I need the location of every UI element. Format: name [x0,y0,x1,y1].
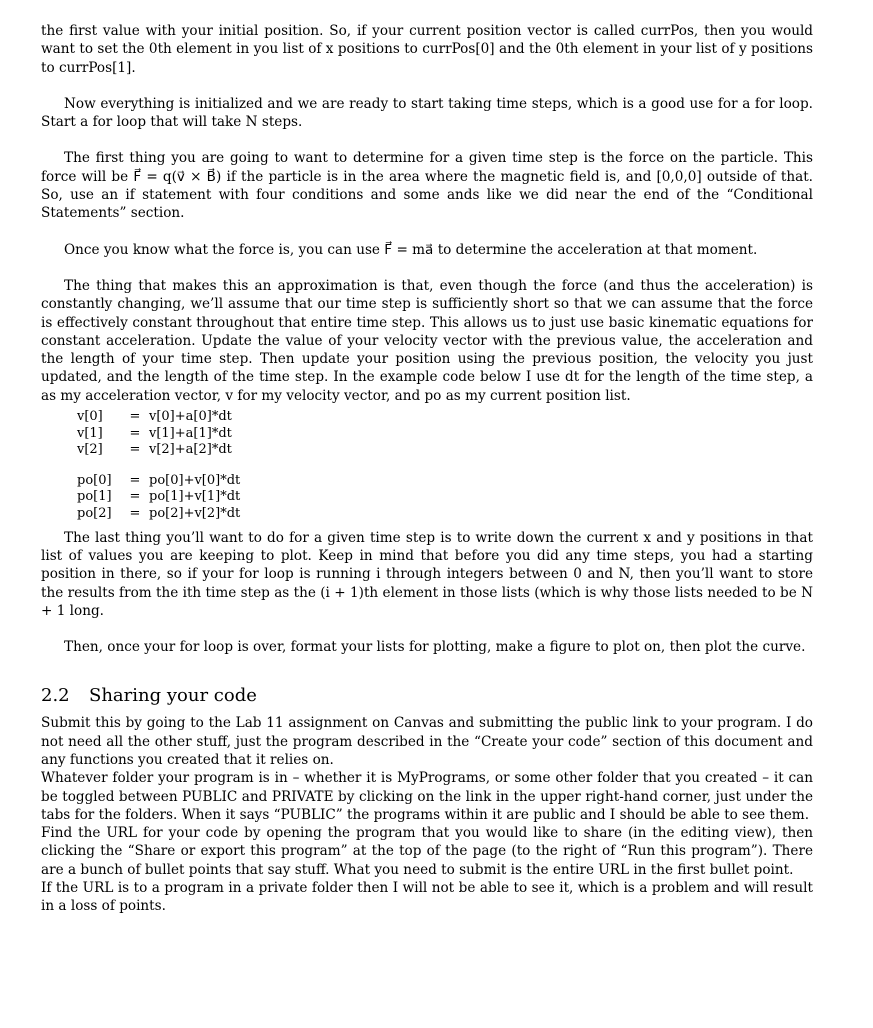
code-line [77,409,813,426]
paragraph-plot: Then, once your for loop is over, format your lists for plotting, make a figure to plot on, then plot the curve. [64,639,806,656]
code-velocity-update [77,409,813,459]
code-equals: = [129,506,141,522]
code-equals: = [129,489,141,505]
section-number: 2.2 [41,685,70,707]
paragraph-initial-position: the first value with your initial position. So, if your current position vector is called currPos, then you would want to set the 0th element in you list of x positions to currPos[0] and the 0th element in your list of y positions to currPos[1]. [41,23,813,76]
code-lhs: po[2] [77,506,112,522]
code-equals: = [129,442,141,458]
code-lhs: po[1] [77,489,112,505]
code-line [77,442,813,459]
code-lhs: v[1] [77,425,103,441]
section-title: Sharing your code [89,685,257,707]
code-rhs: v[1]+a[1]*dt [149,425,232,441]
code-lhs: v[2] [77,442,103,458]
section-heading [41,684,813,708]
paragraph-for-loop: Now everything is initialized and we are ready to start taking time steps, which is a good use for a for loop. Start a for loop that will take N steps. [41,95,813,131]
paragraph-acceleration: Once you know what the force is, you can use F⃗ = ma⃗ to determine the acceleration at that moment. [64,241,758,258]
code-rhs: po[0]+v[0]*dt [149,472,241,488]
code-line [77,489,813,506]
paragraph-submit: Submit this by going to the Lab 11 assignment on Canvas and submitting the public link to your program. I do not need all the other stuff, just the program described in the “Create your code” section of this document and any functions you created that it relies on. [41,715,813,768]
paragraph-find-url: Find the URL for your code by opening the program that you would like to share (in the editing view), then clicking the “Share or export this program” at the top of the page (to the right of “Run this program”). There are a bunch of bullet points that say stuff. What you need to submit is the entire URL in the first bullet point. [41,825,813,878]
paragraph-private-warning: If the URL is to a program in a private folder then I will not be able to see it, which is a problem and will result in a loss of points. [41,880,813,915]
code-rhs: po[2]+v[2]*dt [149,506,241,522]
code-lhs: po[0] [77,472,112,488]
code-rhs: po[1]+v[1]*dt [149,489,241,505]
code-equals: = [129,409,141,425]
code-equals: = [129,472,141,488]
code-position-update [77,473,813,523]
code-line [77,506,813,523]
code-rhs: v[0]+a[0]*dt [149,409,232,425]
code-rhs: v[2]+a[2]*dt [149,442,232,458]
document-page [41,22,813,916]
paragraph-approximation: The thing that makes this an approximation is that, even though the force (and thus the acceleration) is constantly changing, we’ll assume that our time step is sufficiently short so that we can assume that the force is effectively constant throughout that entire time step. This allows us to just use basic kinematic equations for constant acceleration. Update the value of your velocity vector with the previous value, the acceleration and the length of your time step. Then update your position using the previous position, the velocity you just updated, and the length of the time step. In the example code below I use dt for the length of the time step, a as my acceleration vector, v for my velocity vector, and po as my current position list. [41,277,813,404]
code-line [77,473,813,490]
code-lhs: v[0] [77,409,103,425]
paragraph-folder-visibility: Whatever folder your program is in – whether it is MyPrograms, or some other folder that you created – it can be toggled between PUBLIC and PRIVATE by clicking on the link in the upper right-hand corner, just under the tabs for the folders. When it says “PUBLIC” the programs within it are public and I should be able to see them. [41,770,813,823]
code-equals: = [129,425,141,441]
paragraph-record-positions: The last thing you’ll want to do for a given time step is to write down the current x and y positions in that list of values you are keeping to plot. Keep in mind that before you did any time steps, you had a starting position in there, so if your for loop is running i through integers between 0 and N, then you’ll want to store the results from the ith time step as the (i + 1)th element in those lists (which is why those lists needed to be N + 1 long. [41,529,813,619]
paragraph-force: The first thing you are going to want to determine for a given time step is the force on the particle. This force will be F⃗ = q(v⃗ × B⃗) if the particle is in the area where the magnetic field is, and [0,0,0] outside of that. So, use an if statement with four conditions and some ands like we did near the end of the “Conditional Statements” section. [41,150,813,222]
code-line [77,426,813,443]
